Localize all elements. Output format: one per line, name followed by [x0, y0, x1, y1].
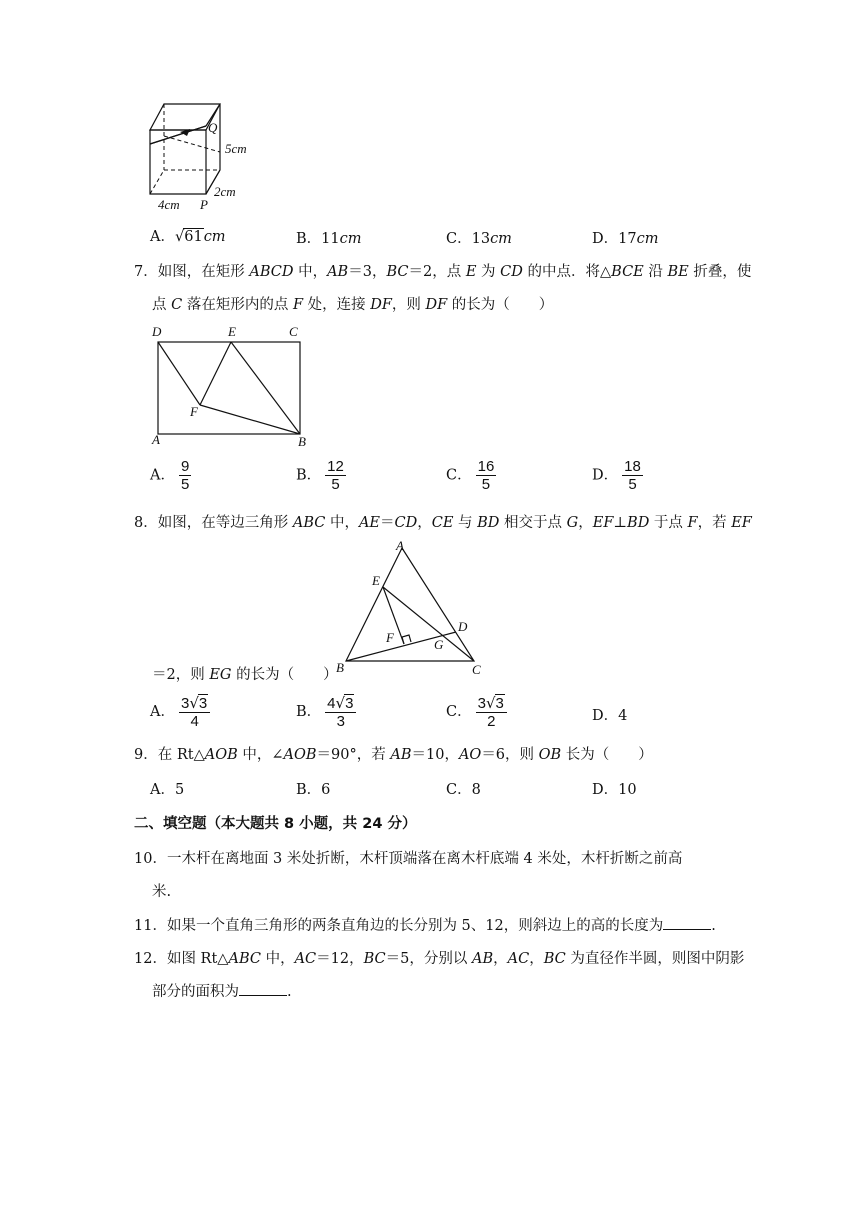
- q6-option-a: A．√61cm: [150, 229, 226, 245]
- q8-line-2: ＝2，则 EG 的长为（ ）: [152, 667, 338, 683]
- q8-option-a: A． $\frac{3√3}{4}$: [150, 694, 210, 730]
- label-g: G: [434, 637, 444, 652]
- label-e: E: [228, 324, 236, 339]
- q6-option-b: B．11cm: [296, 231, 362, 247]
- q8-option-b: B． $\frac{4√3}{3}$: [296, 694, 356, 730]
- q10-line-2: 米.: [152, 884, 172, 900]
- label-c: C: [289, 324, 298, 339]
- label-height: 5cm: [225, 141, 247, 156]
- q7-line-1: 7．如图，在矩形 ABCD 中，AB＝3，BC＝2，点 E 为 CD 的中点．将△BCE 沿 BE 折叠，使: [134, 264, 752, 280]
- q6-option-c: C．13cm: [446, 231, 512, 247]
- q7-option-d: D． $\frac{18}{5}$: [592, 458, 641, 493]
- q7-option-c: C． $\frac{16}{5}$: [446, 458, 495, 493]
- equilateral-triangle-figure: [332, 536, 492, 678]
- q12-line-2: 部分的面积为 .: [152, 980, 292, 1001]
- q9-option-b: B．6: [296, 782, 331, 798]
- section-heading: 二、填空题（本大题共 8 小题，共 24 分）: [134, 816, 417, 832]
- label-q: Q: [208, 120, 218, 135]
- q11-line-1: 11．如果一个直角三角形的两条直角边的长分别为 5、12，则斜边上的高的长度为 .: [134, 914, 716, 935]
- label-a: A: [396, 538, 404, 553]
- answer-blank[interactable]: [239, 981, 287, 996]
- q7-option-a: A． $\frac{9}{5}$: [150, 458, 190, 493]
- q9-line-1: 9．在 Rt△AOB 中，∠AOB＝90°，若 AB＝10，AO＝6，则 OB 长为（ ）: [134, 747, 653, 763]
- q9-option-d: D．10: [592, 782, 637, 798]
- label-f: F: [190, 404, 198, 419]
- q6-option-d: D．17cm: [592, 231, 659, 247]
- q12-line-1: 12．如图 Rt△ABC 中，AC＝12，BC＝5，分别以 AB，AC，BC 为直径作半圆，则图中阴影: [134, 951, 745, 967]
- label-e: E: [372, 573, 380, 588]
- q10-line-1: 10．一木杆在离地面 3 米处折断，木杆顶端落在离木杆底端 4 米处，木杆折断之前高: [134, 851, 683, 867]
- q7-line-2: 点 C 落在矩形内的点 F 处，连接 DF，则 DF 的长为（ ）: [152, 297, 554, 313]
- label-f: F: [386, 630, 394, 645]
- rectangle-fold-figure: [148, 322, 318, 448]
- answer-blank[interactable]: [663, 915, 711, 930]
- q8-option-d: D．4: [592, 708, 628, 724]
- label-d: D: [152, 324, 162, 339]
- q8-option-c: C． $\frac{3√3}{2}$: [446, 694, 507, 730]
- label-a: A: [152, 432, 160, 447]
- label-b: B: [336, 660, 344, 675]
- q7-option-b: B． $\frac{12}{5}$: [296, 458, 344, 493]
- cuboid-figure: [140, 96, 260, 214]
- label-depth: 2cm: [214, 184, 236, 199]
- label-width: 4cm: [158, 197, 180, 212]
- q9-option-a: A．5: [150, 782, 185, 798]
- label-c: C: [472, 662, 481, 677]
- q8-line-1: 8．如图，在等边三角形 ABC 中，AE＝CD，CE 与 BD 相交于点 G，EF⊥BD 于点 F，若 EF: [134, 515, 752, 531]
- label-p: P: [200, 197, 208, 212]
- q9-option-c: C．8: [446, 782, 481, 798]
- label-b: B: [298, 434, 306, 448]
- label-d: D: [458, 619, 468, 634]
